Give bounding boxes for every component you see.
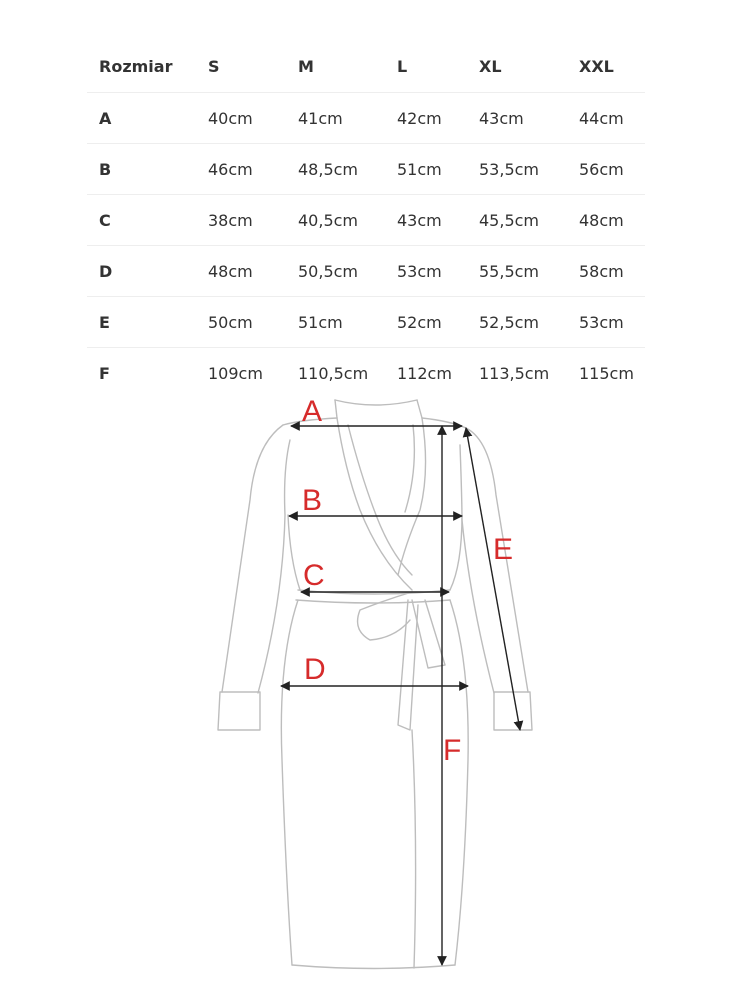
table-cell: 43cm: [397, 210, 442, 230]
table-cell: 53,5cm: [479, 159, 540, 179]
table-cell: 58cm: [579, 261, 624, 281]
row-label: F: [99, 363, 110, 383]
left-sleeve-outline: [222, 425, 283, 692]
collar-back-outline: [335, 400, 417, 405]
table-cell: 51cm: [298, 312, 343, 332]
table-cell: 45,5cm: [479, 210, 540, 230]
label-c: C: [303, 559, 325, 592]
dress-measurement-diagram: [0, 385, 738, 1000]
table-cell: 55,5cm: [479, 261, 540, 281]
collar-right-outline: [417, 400, 422, 418]
right-sleeve-inner-outline: [460, 445, 494, 693]
header-cell: Rozmiar: [99, 56, 173, 76]
label-a: A: [302, 395, 323, 428]
skirt-hem-outline: [292, 965, 455, 969]
table-cell: 50,5cm: [298, 261, 359, 281]
left-cuff-outline: [218, 692, 260, 730]
dress-outline: [218, 400, 532, 969]
label-f: F: [443, 734, 462, 767]
table-cell: 38cm: [208, 210, 253, 230]
skirt-right-outline: [450, 600, 468, 965]
bodice-left-outline: [288, 515, 300, 590]
table-cell: 43cm: [479, 108, 524, 128]
right-cuff-outline: [494, 692, 532, 730]
table-row: [87, 93, 645, 144]
table-cell: 44cm: [579, 108, 624, 128]
table-cell: 48,5cm: [298, 159, 359, 179]
header-cell: XXL: [579, 56, 614, 76]
row-label: B: [99, 159, 112, 179]
row-label: C: [99, 210, 111, 230]
table-header-row: [87, 40, 645, 93]
bodice-right-outline: [450, 515, 462, 590]
belt-bow-outline: [358, 592, 412, 640]
table-cell: 50cm: [208, 312, 253, 332]
label-d: D: [304, 653, 326, 686]
belt-tail-outline: [398, 600, 418, 730]
row-label: D: [99, 261, 113, 281]
header-cell: M: [298, 56, 314, 76]
table-row: [87, 246, 645, 297]
table-cell: 41cm: [298, 108, 343, 128]
label-e: E: [493, 533, 514, 566]
table-cell: 46cm: [208, 159, 253, 179]
table-cell: 56cm: [579, 159, 624, 179]
table-cell: 53cm: [579, 312, 624, 332]
table-cell: 109cm: [208, 363, 263, 383]
right-lapel-inner-outline: [405, 425, 414, 512]
header-cell: S: [208, 56, 220, 76]
table-cell: 40cm: [208, 108, 253, 128]
table-cell: 48cm: [579, 210, 624, 230]
table-row: [87, 195, 645, 246]
table-cell: 110,5cm: [298, 363, 369, 383]
table-cell: 53cm: [397, 261, 442, 281]
table-cell: 42cm: [397, 108, 442, 128]
row-label: E: [99, 312, 110, 332]
label-b: B: [302, 484, 323, 517]
row-label: A: [99, 108, 112, 128]
table-cell: 51cm: [397, 159, 442, 179]
belt-tie-outline: [412, 600, 445, 668]
table-cell: 113,5cm: [479, 363, 550, 383]
skirt-left-outline: [281, 600, 298, 965]
size-table: [87, 40, 645, 398]
table-row: [87, 144, 645, 195]
table-cell: 52cm: [397, 312, 442, 332]
header-cell: L: [397, 56, 408, 76]
collar-left-outline: [335, 400, 337, 418]
table-cell: 48cm: [208, 261, 253, 281]
table-cell: 115cm: [579, 363, 634, 383]
measurement-labels: [302, 395, 513, 767]
right-lapel-outline: [398, 418, 426, 575]
skirt-wrap-outline: [412, 730, 416, 968]
header-cell: XL: [479, 56, 502, 76]
table-cell: 52,5cm: [479, 312, 540, 332]
table-cell: 40,5cm: [298, 210, 359, 230]
table-row: [87, 297, 645, 348]
table-cell: 112cm: [397, 363, 452, 383]
left-lapel-inner-outline: [348, 425, 412, 575]
